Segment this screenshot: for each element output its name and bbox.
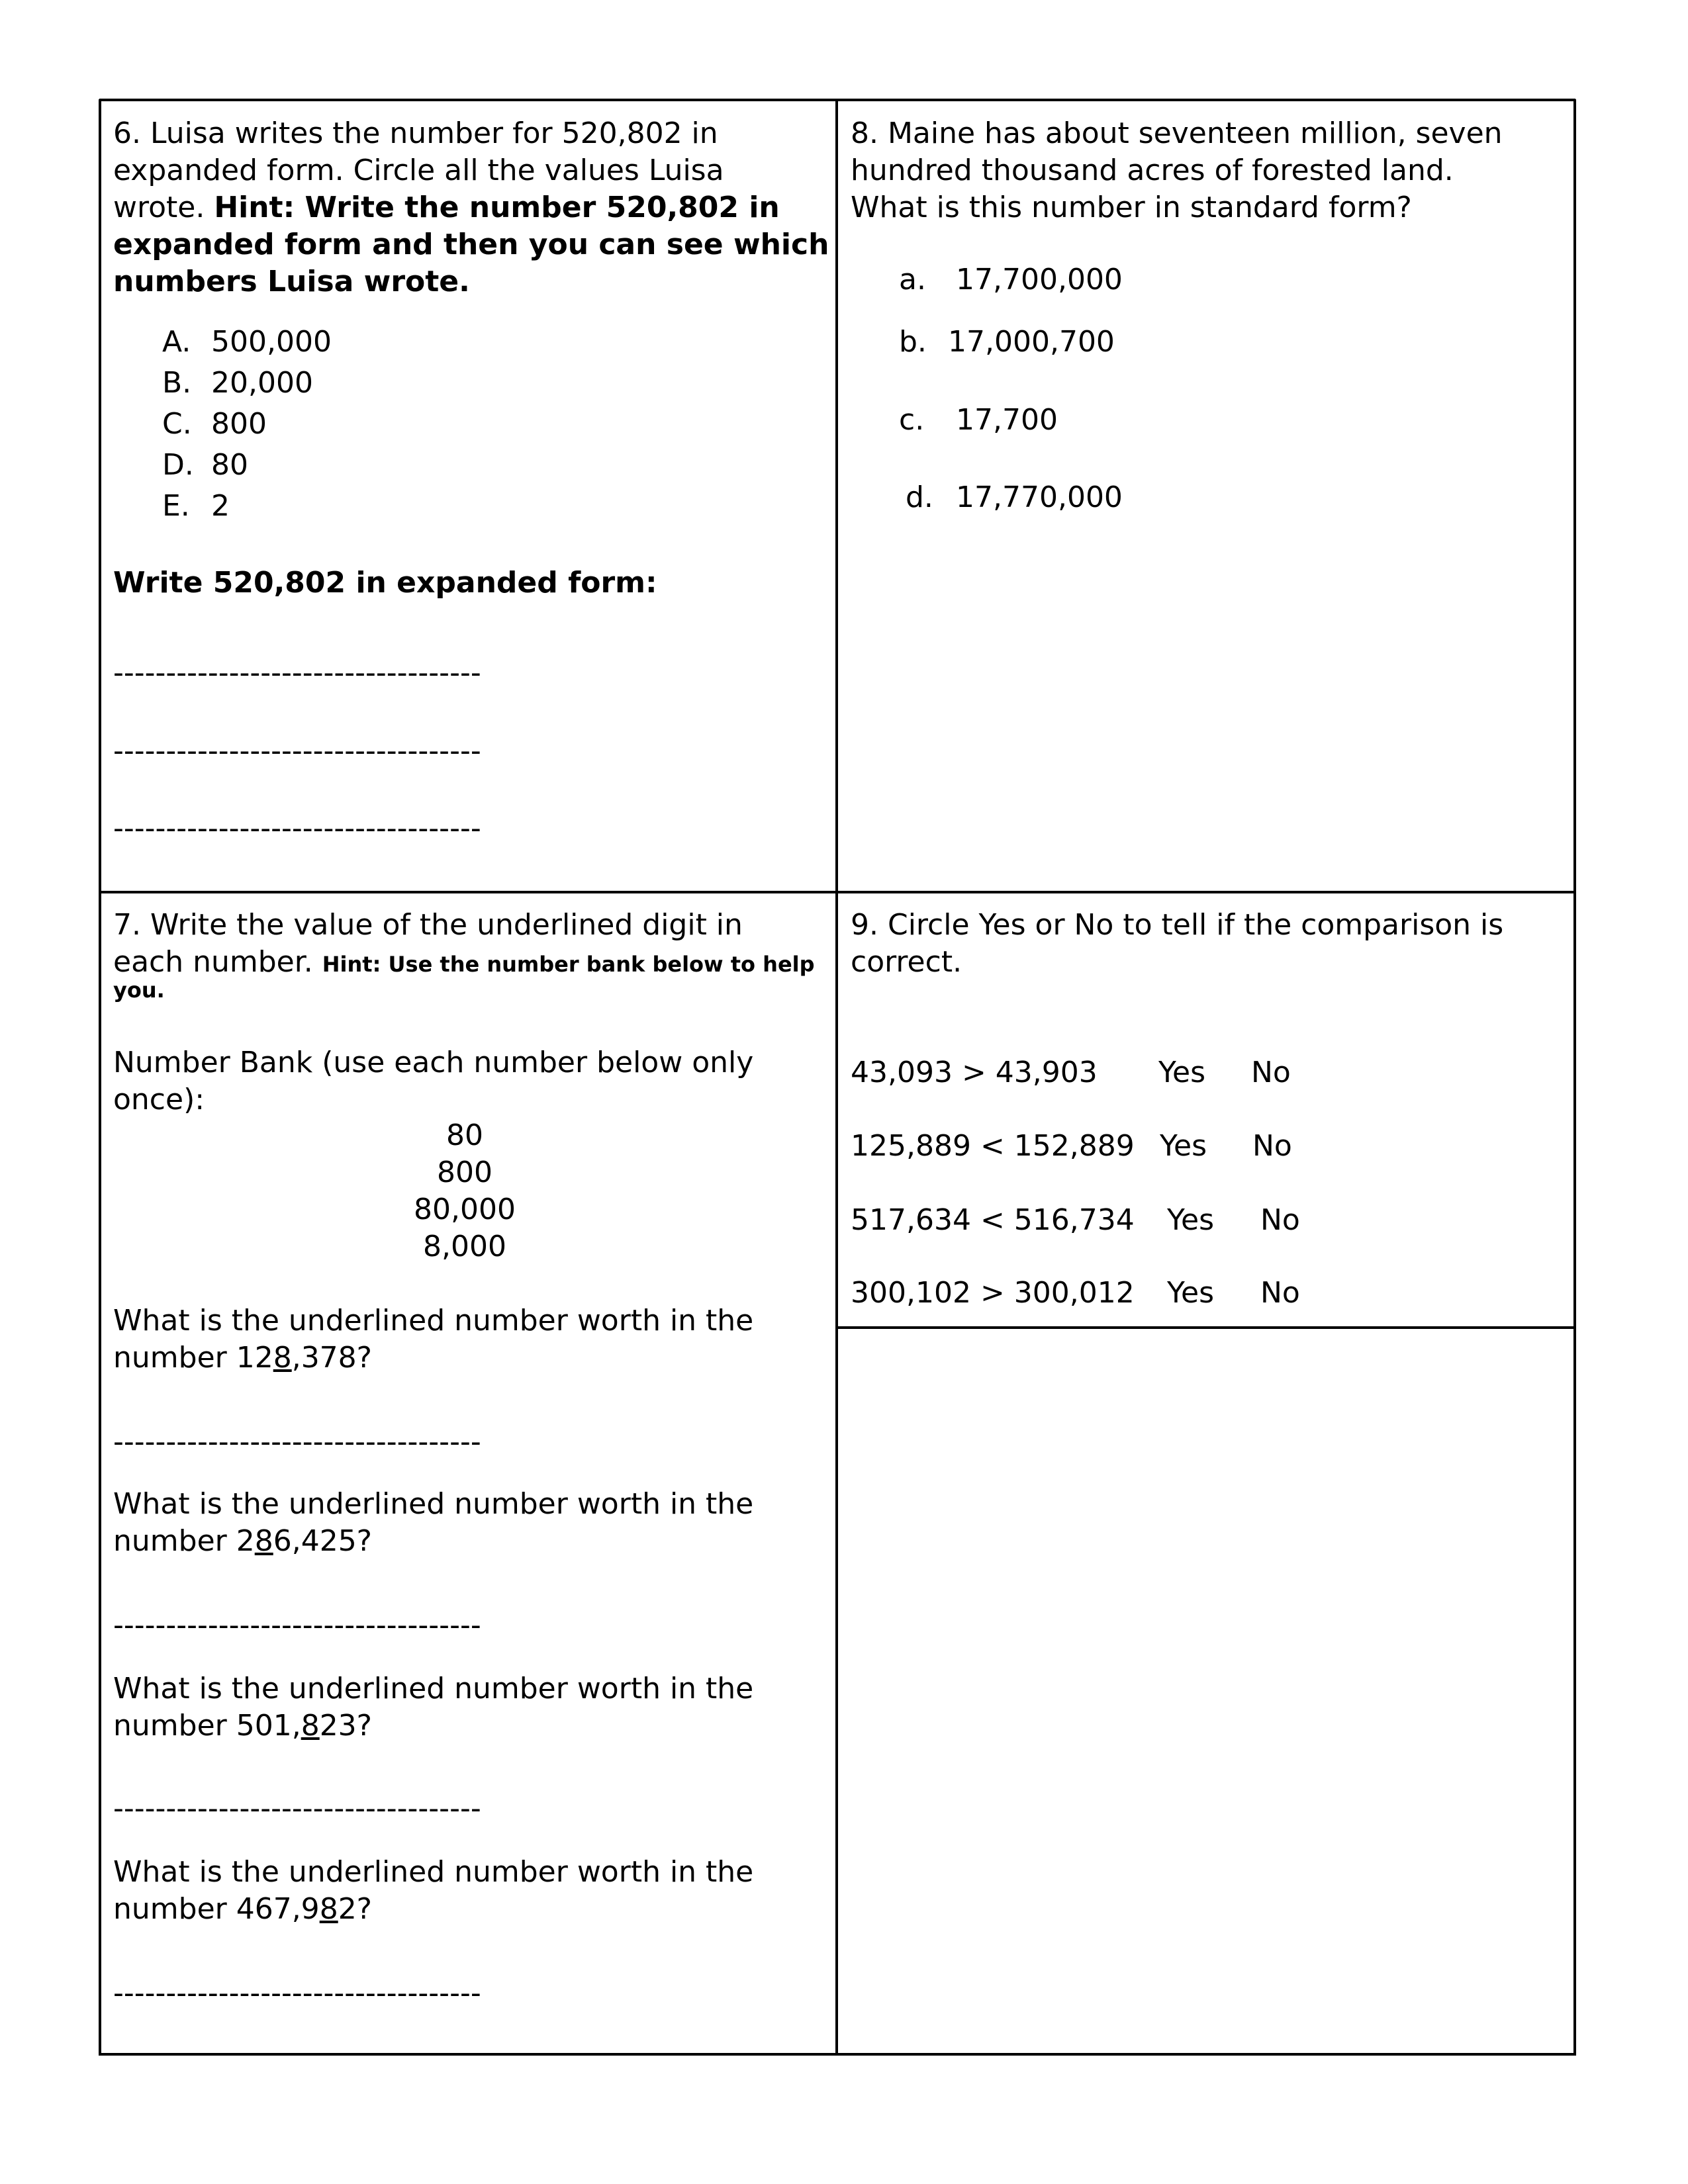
answer-line[interactable]: ----------------------------------- <box>113 811 481 845</box>
q7-text: each number. <box>113 945 322 979</box>
comparison-expression: 43,093 > 43,903 <box>851 1056 1098 1089</box>
answer-line[interactable]: ----------------------------------- <box>113 656 481 690</box>
underlined-digit: 8 <box>273 1341 292 1375</box>
yes-option[interactable]: Yes <box>1167 1203 1215 1237</box>
yes-option[interactable]: Yes <box>1158 1056 1206 1089</box>
underlined-digit: 8 <box>254 1524 273 1558</box>
option-value: 2 <box>211 489 230 523</box>
q7-hint-cont: you. <box>113 978 165 1003</box>
number-bank <box>332 1117 597 1265</box>
answer-line[interactable]: ----------------------------------- <box>113 734 481 768</box>
number-part: number 2 <box>113 1524 255 1558</box>
q6-text-line: 6. Luisa writes the number for 520,802 in <box>113 116 718 150</box>
option-value: 17,700,000 <box>956 263 1123 296</box>
no-option[interactable]: No <box>1252 1129 1292 1163</box>
option-value: 17,770,000 <box>956 480 1123 514</box>
comparison-expression: 517,634 < 516,734 <box>851 1203 1135 1237</box>
number-bank-label: once): <box>113 1083 205 1116</box>
number-part: 2? <box>338 1892 373 1926</box>
table-divider-horizontal <box>99 891 1575 893</box>
number-part: 6,425? <box>273 1524 373 1558</box>
q6-hint-line: expanded form and then you can see which <box>113 228 829 261</box>
option-b[interactable] <box>162 365 313 402</box>
subquestion-text: What is the underlined number worth in the <box>113 1487 754 1521</box>
option-value: 20,000 <box>211 366 313 400</box>
q7-text-line: 7. Write the value of the underlined digit in <box>113 908 743 942</box>
number-part: number 12 <box>113 1341 273 1375</box>
q6-text-line: expanded form. Circle all the values Luisa <box>113 154 724 187</box>
q6-hint: Hint: Write the number 520,802 in <box>214 191 780 224</box>
option-letter: d. <box>906 480 933 514</box>
option-letter: C. <box>162 407 192 441</box>
number-bank-label: Number Bank (use each number below only <box>113 1046 754 1079</box>
q9-text-line: 9. Circle Yes or No to tell if the comparison is <box>851 908 1504 942</box>
option-d[interactable] <box>906 479 1123 516</box>
number-part: number 467,9 <box>113 1892 320 1926</box>
subquestion-number <box>113 1340 372 1377</box>
option-value: 17,700 <box>956 403 1058 437</box>
table-divider-vertical <box>835 99 838 2056</box>
subquestion-number <box>113 1891 372 1928</box>
q8-text-line: What is this number in standard form? <box>851 191 1412 224</box>
option-e[interactable] <box>162 488 230 525</box>
option-letter: A. <box>162 325 191 359</box>
q7-text-line <box>113 944 815 983</box>
option-letter: b. <box>899 325 927 359</box>
no-option[interactable]: No <box>1260 1203 1300 1237</box>
q9-text-line: correct. <box>851 945 962 979</box>
q6-prompt: Write 520,802 in expanded form: <box>113 566 657 600</box>
subquestion-number <box>113 1707 372 1745</box>
option-letter: E. <box>162 489 190 523</box>
subquestion-number <box>113 1523 372 1560</box>
q6-text: wrote. <box>113 191 214 224</box>
q8-text-line: 8. Maine has about seventeen million, seven <box>851 116 1503 150</box>
table-border-right <box>1573 99 1576 2056</box>
yes-option[interactable]: Yes <box>1160 1129 1207 1163</box>
yes-option[interactable]: Yes <box>1167 1276 1215 1310</box>
option-d[interactable] <box>162 447 248 484</box>
option-letter: D. <box>162 448 194 482</box>
comparison-row <box>851 1202 1300 1239</box>
answer-line[interactable]: ----------------------------------- <box>113 1792 481 1825</box>
q8-text-line: hundred thousand acres of forested land. <box>851 154 1454 187</box>
option-c[interactable] <box>899 402 1058 439</box>
subquestion-text: What is the underlined number worth in the <box>113 1672 754 1706</box>
underlined-digit: 8 <box>301 1709 320 1743</box>
option-value: 800 <box>211 407 267 441</box>
option-c[interactable] <box>162 406 267 443</box>
option-b[interactable] <box>899 324 1115 361</box>
underlined-digit: 8 <box>319 1892 338 1926</box>
number-part: number 501, <box>113 1709 301 1743</box>
option-letter: B. <box>162 366 192 400</box>
subquestion-text: What is the underlined number worth in the <box>113 1855 754 1889</box>
comparison-row <box>851 1275 1300 1312</box>
comparison-expression: 300,102 > 300,012 <box>851 1276 1135 1310</box>
comparison-expression: 125,889 < 152,889 <box>851 1129 1135 1163</box>
bank-number: 80,000 <box>414 1193 516 1226</box>
bank-number: 8,000 <box>423 1230 506 1263</box>
option-value: 17,000,700 <box>948 325 1115 359</box>
number-part: 23? <box>319 1709 373 1743</box>
option-value: 80 <box>211 448 248 482</box>
option-letter: a. <box>899 263 926 296</box>
q6-text-line <box>113 189 780 226</box>
table-border-left <box>99 99 101 2056</box>
option-letter: c. <box>899 403 925 437</box>
comparison-row <box>851 1128 1292 1165</box>
option-a[interactable] <box>899 261 1123 298</box>
bank-number: 800 <box>437 1156 492 1189</box>
bank-number: 80 <box>446 1118 483 1152</box>
no-option[interactable]: No <box>1251 1056 1291 1089</box>
subquestion-text: What is the underlined number worth in the <box>113 1304 754 1338</box>
q6-hint-line: numbers Luisa wrote. <box>113 265 470 298</box>
answer-line[interactable]: ----------------------------------- <box>113 1976 481 2010</box>
answer-line[interactable]: ----------------------------------- <box>113 1608 481 1642</box>
q7-hint: Hint: Use the number bank below to help <box>322 952 815 977</box>
comparison-row <box>851 1054 1291 1091</box>
option-a[interactable] <box>162 324 332 361</box>
no-option[interactable]: No <box>1260 1276 1300 1310</box>
number-part: ,378? <box>291 1341 373 1375</box>
answer-line[interactable]: ----------------------------------- <box>113 1425 481 1459</box>
option-value: 500,000 <box>211 325 332 359</box>
q9-cell-divider <box>837 1326 1575 1329</box>
